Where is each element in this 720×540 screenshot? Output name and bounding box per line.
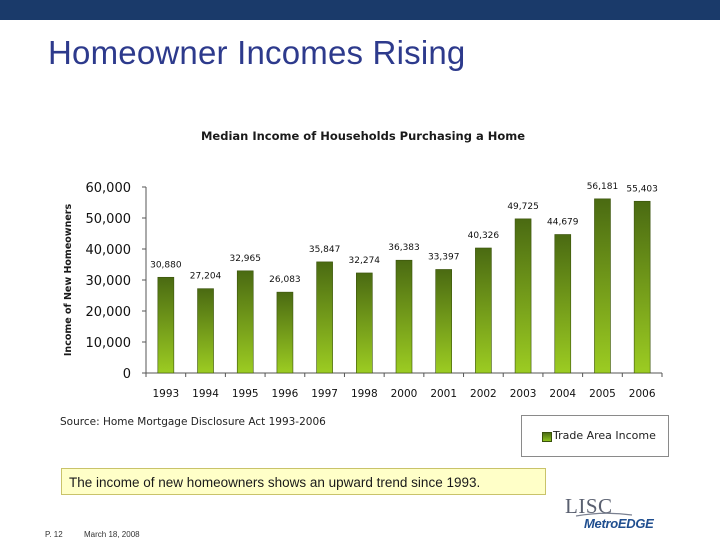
- bar-2003: [515, 219, 531, 373]
- data-label: 55,403: [626, 184, 658, 195]
- footer-date: March 18, 2008: [84, 530, 140, 539]
- x-tick-label: 2005: [589, 388, 616, 400]
- legend-label: Trade Area Income: [553, 429, 656, 442]
- bar-1997: [317, 262, 333, 373]
- y-tick-label: 30,000: [85, 274, 131, 289]
- bar-1994: [198, 289, 214, 373]
- x-tick-label: 2004: [549, 388, 577, 400]
- data-label: 30,880: [150, 260, 182, 271]
- x-tick-label: 2000: [390, 388, 418, 400]
- bar-1993: [158, 277, 174, 373]
- source-note: Source: Home Mortgage Disclosure Act 1993-2006: [60, 416, 326, 428]
- legend-swatch: [542, 432, 552, 442]
- bar-1998: [356, 273, 372, 373]
- y-axis-label: Income of New Homeowners: [63, 203, 74, 357]
- data-label: 44,679: [547, 217, 579, 228]
- x-tick-label: 1996: [271, 388, 299, 400]
- x-tick-label: 2002: [470, 388, 497, 400]
- logo-metroedge-text: MetroEDGE: [584, 516, 654, 531]
- bar-2001: [436, 269, 452, 373]
- trend-callout: The income of new homeowners shows an upward trend since 1993.: [61, 468, 546, 495]
- data-label: 36,383: [388, 243, 420, 254]
- data-label: 26,083: [269, 275, 301, 286]
- y-tick-label: 0: [122, 367, 131, 382]
- x-tick-label: 1993: [152, 388, 180, 400]
- bar-2004: [555, 234, 571, 373]
- x-tick-label: 1997: [311, 388, 338, 400]
- data-label: 35,847: [308, 244, 341, 255]
- data-label: 32,965: [229, 253, 261, 264]
- logo-lisc-text: LISC: [565, 494, 613, 518]
- y-tick-label: 60,000: [85, 181, 131, 196]
- y-tick-label: 20,000: [85, 305, 131, 320]
- chart-title: Median Income of Households Purchasing a Home: [200, 129, 526, 143]
- data-label: 40,326: [467, 230, 500, 241]
- x-tick-label: 1998: [350, 388, 378, 400]
- page-title: Homeowner Incomes Rising: [48, 34, 466, 71]
- y-tick-label: 50,000: [85, 212, 131, 227]
- y-tick-label: 10,000: [85, 336, 131, 351]
- bar-2000: [396, 260, 412, 373]
- data-label: 32,274: [348, 255, 381, 266]
- x-tick-label: 1995: [231, 388, 259, 400]
- bar-1995: [237, 271, 253, 373]
- bar-1996: [277, 292, 293, 373]
- x-tick-label: 2003: [509, 388, 537, 400]
- lisc-metroedge-logo: [560, 494, 660, 536]
- page-number: P. 12: [45, 530, 63, 539]
- chart-legend: [521, 415, 669, 457]
- bar-2005: [594, 199, 610, 373]
- bar-2006: [634, 201, 650, 373]
- y-tick-label: 40,000: [85, 243, 131, 258]
- data-label: 33,397: [427, 252, 460, 263]
- x-tick-label: 2006: [628, 388, 656, 400]
- bar-2002: [475, 248, 491, 373]
- data-label: 49,725: [507, 201, 539, 212]
- x-tick-label: 1994: [192, 388, 219, 400]
- data-label: 27,204: [189, 271, 222, 282]
- x-tick-label: 2001: [430, 388, 458, 400]
- data-label: 56,181: [586, 181, 619, 192]
